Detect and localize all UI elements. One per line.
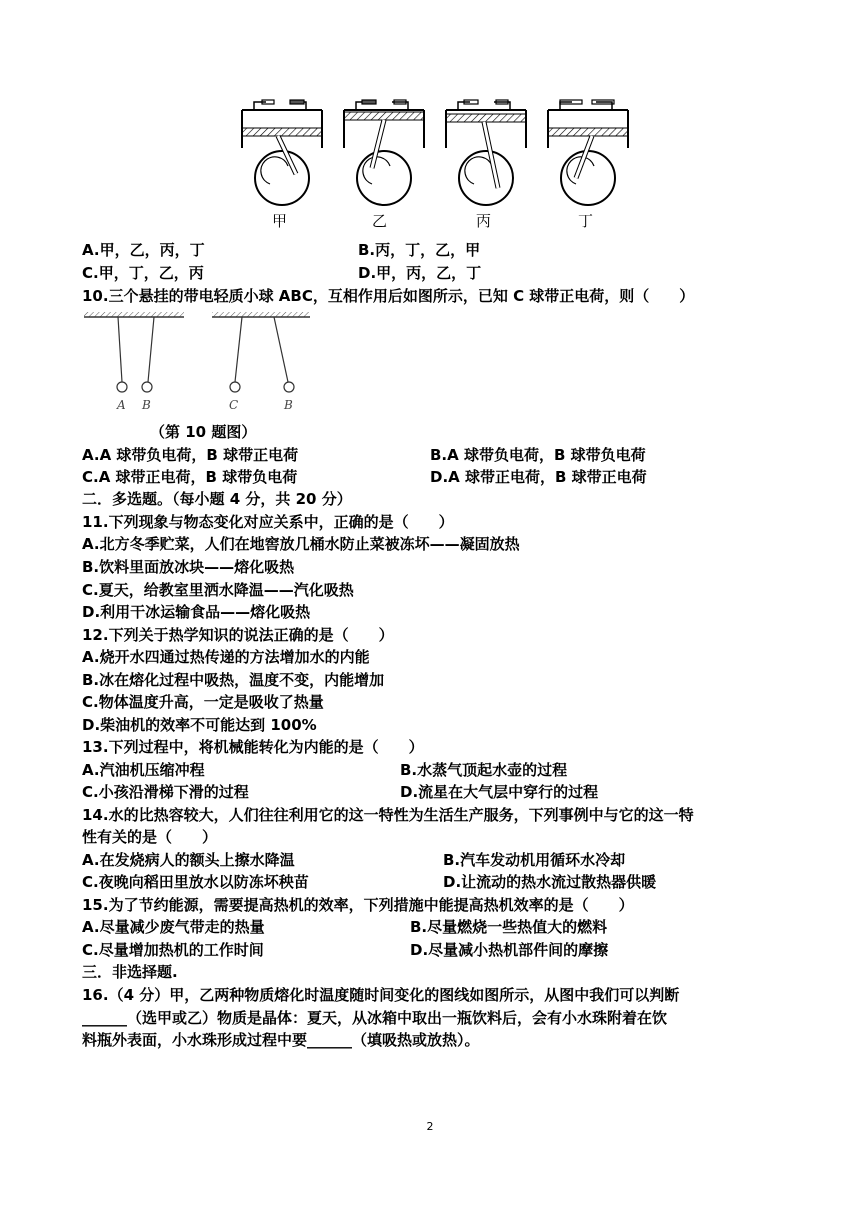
q12-option-c: C.物体温度升高，一定是吸收了热量	[82, 693, 324, 711]
q13-option-a: A.汽油机压缩冲程	[82, 761, 205, 779]
q11-stem: 11.下列现象与物态变化对应关系中，正确的是（ ）	[82, 513, 454, 531]
q9-option-d: D.甲，丙，乙，丁	[358, 264, 482, 282]
q10-option-a: A.A 球带负电荷，B 球带正电荷	[82, 446, 299, 464]
ball-label-c: C	[229, 398, 239, 412]
q15-stem: 15.为了节约能源，需要提高热机的效率，下列措施中能提高热机效率的是（ ）	[82, 896, 634, 914]
q12-option-d: D.柴油机的效率不可能达到 100%	[82, 716, 317, 734]
q14-stem-line2: 性有关的是（ ）	[82, 828, 218, 846]
section-3-heading: 三．非选择题.	[82, 963, 178, 981]
q12-stem: 12.下列关于热学知识的说法正确的是（ ）	[82, 626, 394, 644]
q15-option-b: B.尽量燃烧一些热值大的燃料	[410, 918, 608, 936]
q15-option-d: D.尽量减小热机部件间的摩擦	[410, 941, 609, 959]
q12-option-a: A.烧开水四通过热传递的方法增加水的内能	[82, 648, 370, 666]
engine-jia	[242, 100, 322, 205]
q9-option-b: B.丙，丁，乙，甲	[358, 241, 481, 259]
q16-line2: ______（选甲或乙）物质是晶体：夏天，从冰箱中取出一瓶饮料后，会有小水珠附着在饮	[82, 1009, 668, 1027]
engine-yi	[344, 100, 424, 205]
q10-option-d: D.A 球带正电荷，B 球带正电荷	[430, 468, 647, 486]
q9-option-c: C.甲，丁，乙，丙	[82, 264, 204, 282]
q14-option-c: C.夜晚向稻田里放水以防冻坏秧苗	[82, 873, 309, 891]
page-number: 2	[426, 1120, 434, 1133]
q11-option-b: B.饮料里面放冰块——熔化吸热	[82, 558, 295, 576]
q14-stem-line1: 14.水的比热容较大，人们往往利用它的这一特性为生活生产服务，下列事例中与它的这一特	[82, 806, 694, 824]
q13-stem: 13.下列过程中，将机械能转化为内能的是（ ）	[82, 738, 424, 756]
q13-option-c: C.小孩沿滑梯下滑的过程	[82, 783, 249, 801]
q15-option-a: A.尽量减少废气带走的热量	[82, 918, 265, 936]
ball-label-b2: B	[284, 398, 293, 412]
q11-option-d: D.利用干冰运输食品——熔化吸热	[82, 603, 311, 621]
q12-option-b: B.冰在熔化过程中吸热，温度不变，内能增加	[82, 671, 385, 689]
q13-option-d: D.流星在大气层中穿行的过程	[400, 783, 599, 801]
q9-option-a: A.甲，乙，丙，丁	[82, 241, 205, 259]
engine-ding	[548, 100, 628, 205]
q10-option-c: C.A 球带正电荷，B 球带负电荷	[82, 468, 298, 486]
q10-option-b: B.A 球带负电荷，B 球带负电荷	[430, 446, 646, 464]
q14-option-b: B.汽车发动机用循环水冷却	[443, 851, 626, 869]
engine-label-3: 丙	[476, 212, 492, 230]
engine-label-2: 乙	[372, 212, 388, 230]
ball-label-a: A	[117, 398, 126, 412]
engine-strokes-figure	[230, 92, 630, 234]
section-2-heading: 二．多选题。（每小题 4 分，共 20 分）	[82, 490, 352, 508]
engine-bing	[446, 100, 526, 205]
q13-option-b: B.水蒸气顶起水壶的过程	[400, 761, 568, 779]
engine-label-4: 丁	[578, 212, 594, 230]
q11-option-c: C.夏天，给教室里洒水降温——汽化吸热	[82, 581, 354, 599]
q16-line3: 料瓶外表面，小水珠形成过程中要______（填吸热或放热）。	[82, 1031, 480, 1049]
q14-option-a: A.在发烧病人的额头上擦水降温	[82, 851, 295, 869]
q10-figure-caption: （第 10 题图）	[150, 423, 257, 441]
ball-label-b1: B	[142, 398, 151, 412]
q14-option-d: D.让流动的热水流过散热器供暖	[443, 873, 657, 891]
engine-label-1: 甲	[272, 212, 288, 230]
q11-option-a: A.北方冬季贮菜，人们在地窖放几桶水防止菜被冻坏——凝固放热	[82, 535, 520, 553]
q15-option-c: C.尽量增加热机的工作时间	[82, 941, 264, 959]
q10-stem: 10.三个悬挂的带电轻质小球 ABC，互相作用后如图所示，已知 C 球带正电荷，则（ ）	[82, 287, 695, 305]
q16-line1: 16.（4 分）甲，乙两种物质熔化时温度随时间变化的图线如图所示，从图中我们可以判断	[82, 986, 680, 1004]
